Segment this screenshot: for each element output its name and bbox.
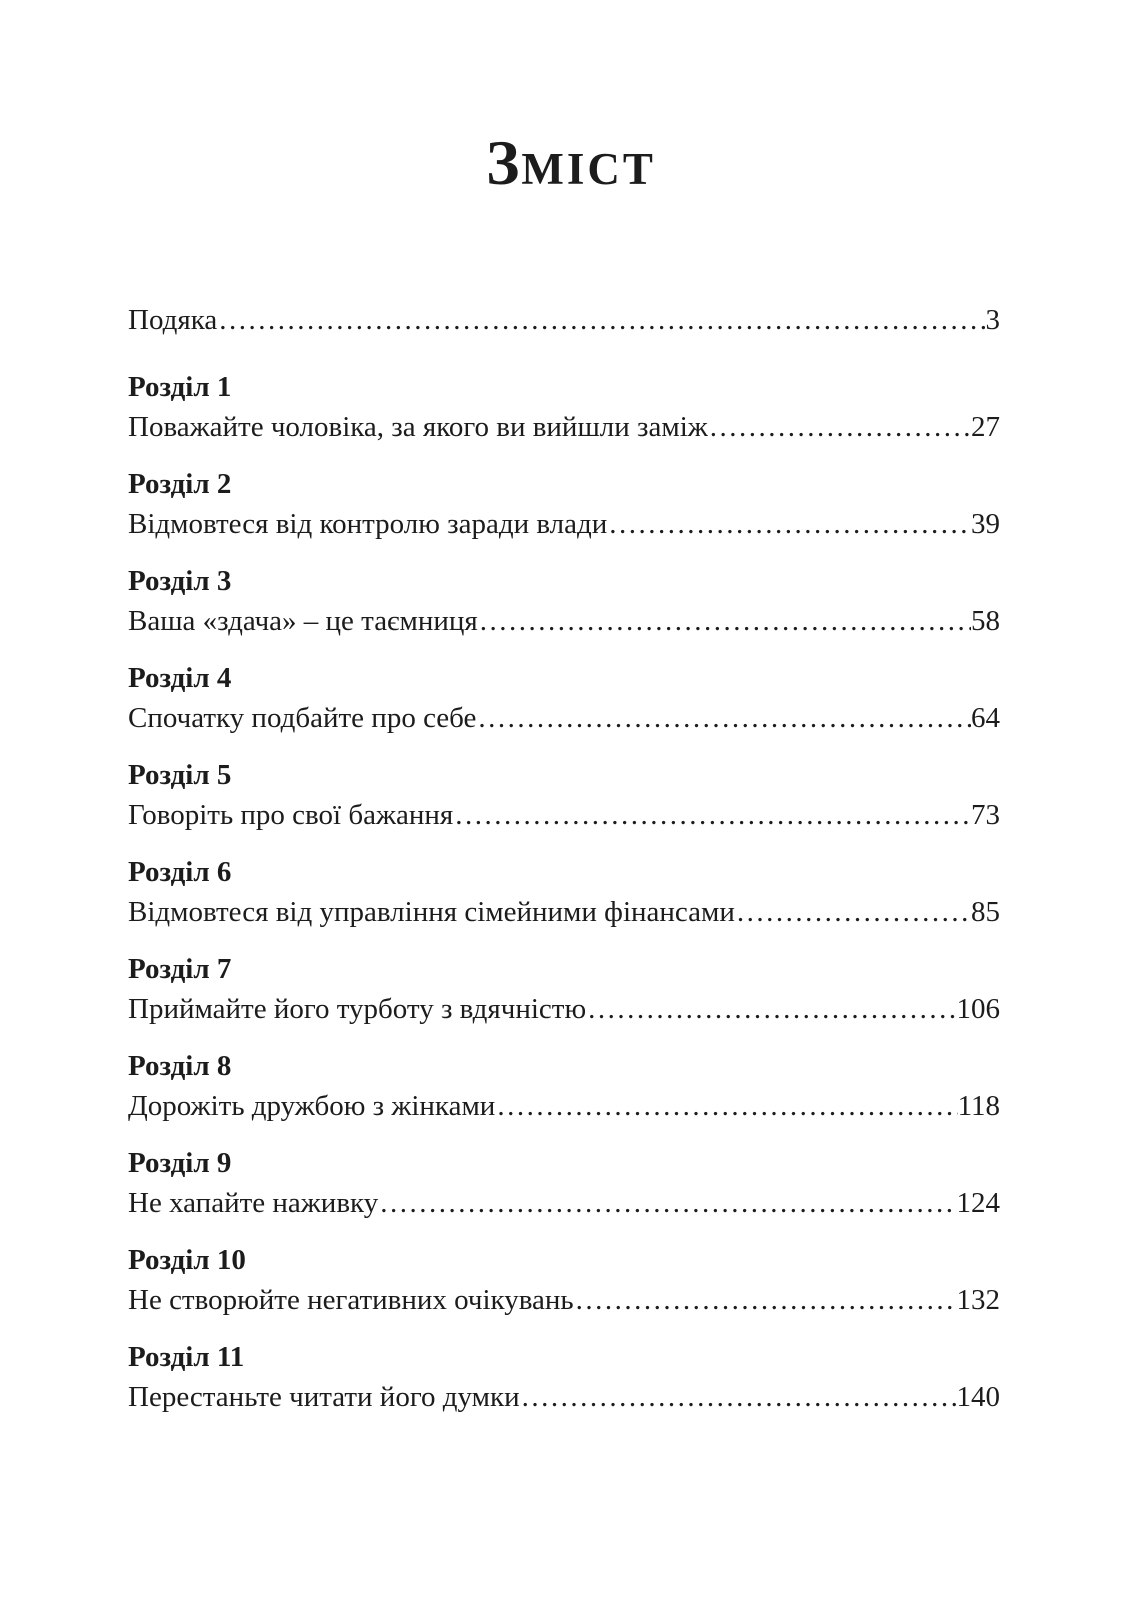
toc-page-number: 3 [985,304,1000,336]
dot-leader [219,300,985,340]
toc-chapter-heading: Розділ 8 [128,1050,232,1082]
toc-line [128,504,1000,544]
toc-entry-label: Дорожіть дружбою з жінками [128,1090,496,1122]
dot-leader [576,1280,957,1320]
toc-chapter-heading: Розділ 6 [128,856,232,888]
toc-chapter-heading: Розділ 11 [128,1341,245,1373]
toc-chapter-heading: Розділ 10 [128,1244,246,1276]
toc-line [128,601,1000,641]
toc-chapter-heading: Розділ 3 [128,565,232,597]
dot-leader [455,795,971,835]
dot-leader [609,504,971,544]
dot-leader [710,407,971,447]
dot-leader [522,1377,957,1417]
toc-entry-label: Подяка [128,304,218,336]
page-title: ЗМІСТ [486,128,656,198]
toc-entry [128,949,1000,1029]
toc-line [128,1377,1000,1417]
toc-entry-label: Перестаньте читати його думки [128,1381,520,1413]
toc-line [128,698,1000,738]
toc-chapter-heading: Розділ 9 [128,1147,232,1179]
toc-line [128,989,1000,1029]
toc-entry [128,367,1000,447]
toc-chapter-heading: Розділ 7 [128,953,232,985]
toc-entry-label: Ваша «здача» – це таємниця [128,605,478,637]
toc-chapter-heading: Розділ 4 [128,662,232,694]
toc-entry [128,852,1000,932]
toc-entry [128,1337,1000,1417]
toc-page-number: 73 [971,799,1000,831]
table-of-contents [128,300,1000,1417]
toc-page-number: 58 [971,605,1000,637]
toc-page-number: 27 [971,411,1000,443]
toc-entry-label: Не хапайте наживку [128,1187,379,1219]
toc-entry [128,1046,1000,1126]
dot-leader [380,1183,956,1223]
dot-leader [588,989,956,1029]
toc-line [128,1280,1000,1320]
toc-entry [128,755,1000,835]
toc-entry [128,561,1000,641]
toc-line [128,300,1000,340]
toc-entry [128,1240,1000,1320]
toc-line [128,892,1000,932]
toc-entry [128,1143,1000,1223]
toc-line [128,1086,1000,1126]
toc-entry-label: Не створюйте негативних очікувань [128,1284,574,1316]
toc-page-number: 124 [956,1187,1000,1219]
toc-line [128,1183,1000,1223]
toc-entry-label: Відмовтеся від контролю заради влади [128,508,608,540]
toc-chapter-heading: Розділ 1 [128,371,232,403]
toc-entry-label: Відмовтеся від управління сімейними фінансами [128,896,735,928]
dot-leader [497,1086,957,1126]
toc-page-number: 140 [956,1381,1000,1413]
toc-entry-label: Спочатку подбайте про себе [128,702,477,734]
toc-entry-label: Поважайте чоловіка, за якого ви вийшли заміж [128,411,708,443]
dot-leader [480,601,971,641]
toc-page-number: 106 [956,993,1000,1025]
toc-page-number: 118 [957,1090,1000,1122]
toc-entry-label: Приймайте його турботу з вдячністю [128,993,587,1025]
toc-page-number: 64 [971,702,1000,734]
toc-chapter-heading: Розділ 5 [128,759,232,791]
dot-leader [478,698,971,738]
dot-leader [737,892,971,932]
toc-entry [128,658,1000,738]
toc-page-number: 39 [971,508,1000,540]
toc-page-number: 132 [956,1284,1000,1316]
toc-entry-label: Говоріть про свої бажання [128,799,454,831]
toc-entry [128,464,1000,544]
toc-line [128,407,1000,447]
toc-entry [128,300,1000,340]
toc-line [128,795,1000,835]
toc-page-number: 85 [971,896,1000,928]
toc-chapter-heading: Розділ 2 [128,468,232,500]
